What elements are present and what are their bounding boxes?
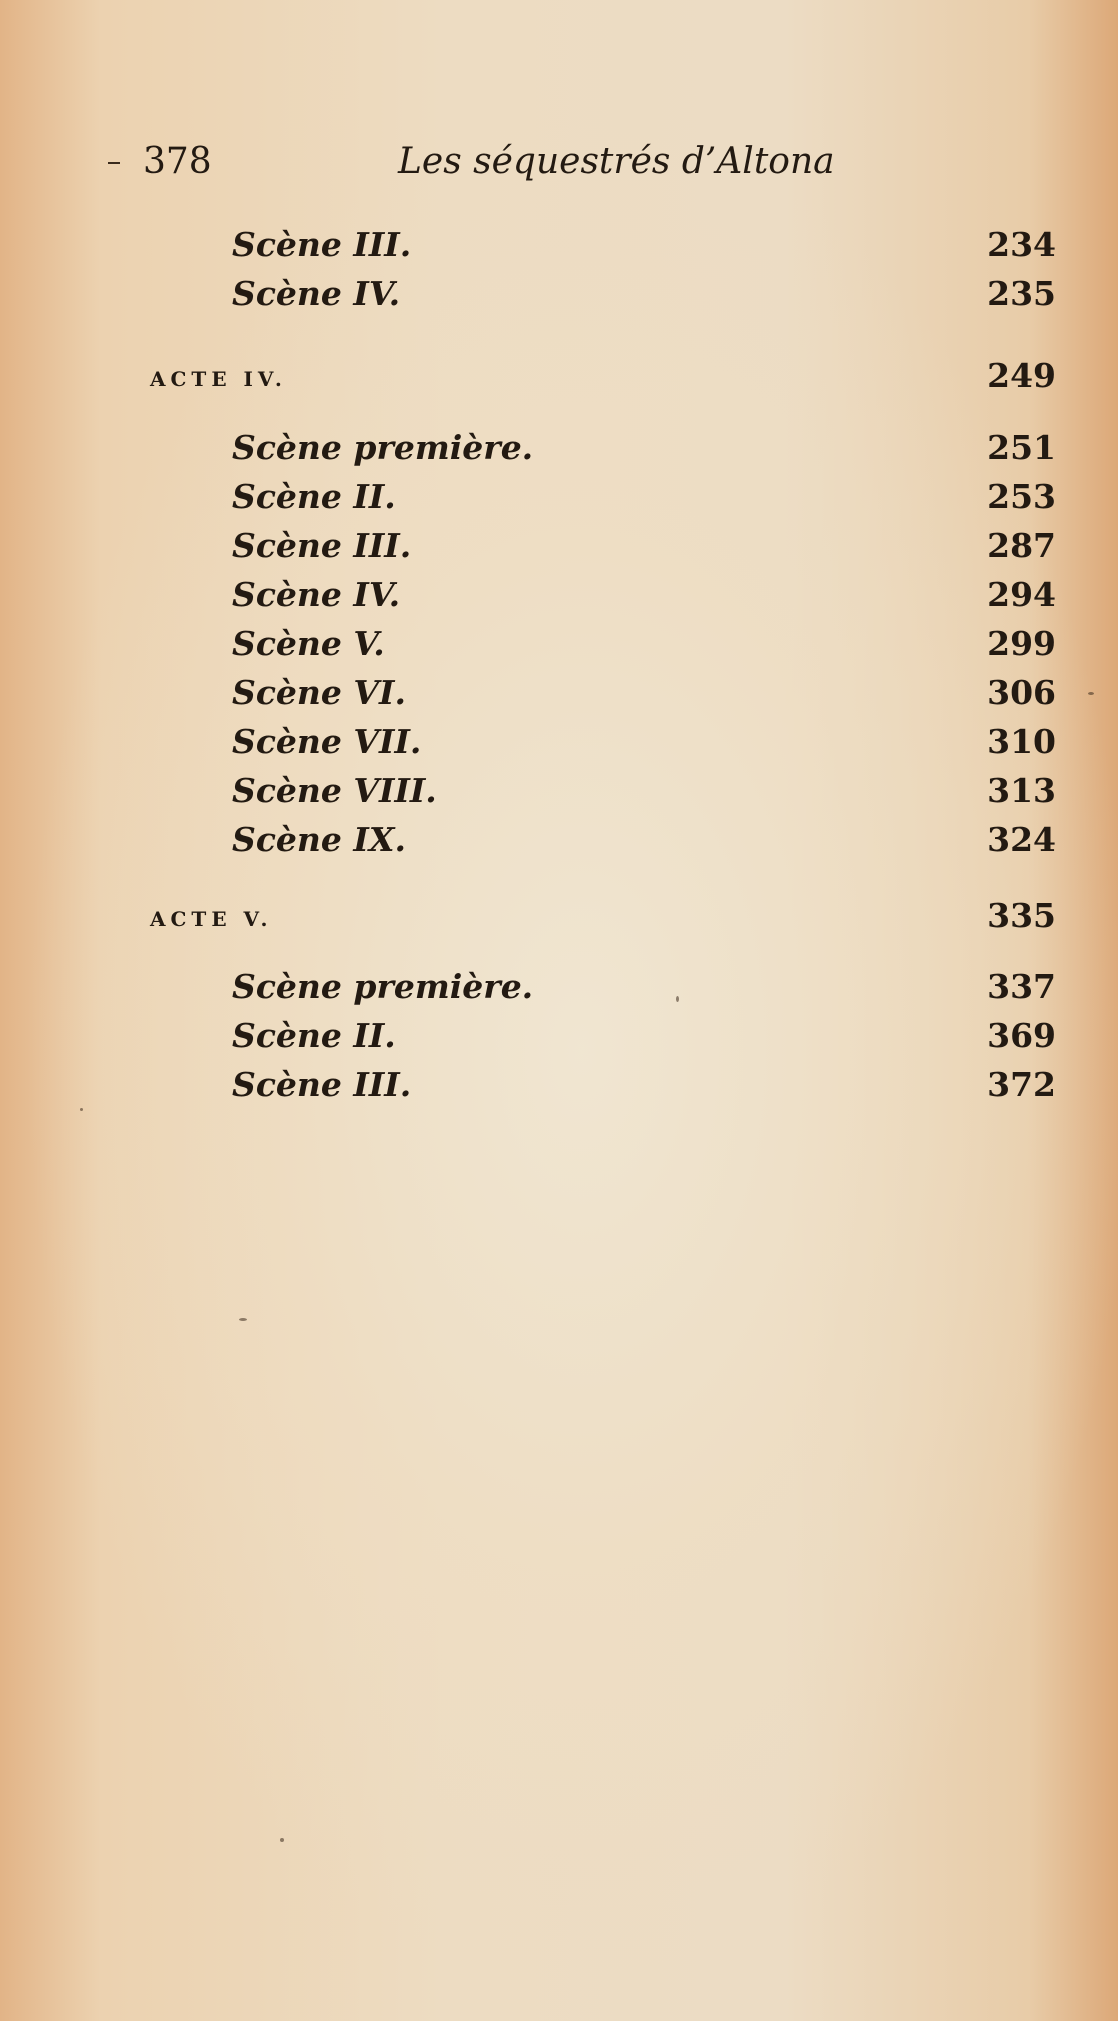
toc-entry — [0, 964, 1118, 1010]
scene-label: Scène V. — [232, 624, 385, 663]
scene-label: Scène IV. — [232, 575, 401, 614]
scene-label: Scène IV. — [232, 274, 401, 313]
book-title: Les séquestrés d’Altona — [398, 141, 835, 182]
folio-dash — [108, 162, 120, 164]
scene-label: Scène II. — [232, 1016, 396, 1055]
toc-entry — [0, 719, 1118, 765]
scene-label: Scène II. — [232, 477, 396, 516]
scene-page: 313 — [987, 771, 1056, 810]
scene-label: Scène IX. — [232, 820, 406, 859]
toc-entry — [0, 1062, 1118, 1108]
scene-page: 294 — [987, 575, 1056, 614]
scene-page: 235 — [987, 274, 1056, 313]
act-label: ACTE V. — [150, 907, 273, 931]
scene-page: 310 — [987, 722, 1056, 761]
toc-entry — [0, 523, 1118, 569]
toc-entry — [0, 621, 1118, 667]
scene-label: Scène VIII. — [232, 771, 437, 810]
scene-page: 234 — [987, 225, 1056, 264]
paper-speck — [80, 1108, 83, 1111]
scene-page: 306 — [987, 673, 1056, 712]
toc-entry — [0, 1013, 1118, 1059]
toc-entry — [0, 572, 1118, 618]
scene-page: 372 — [987, 1065, 1056, 1104]
running-head — [0, 138, 1118, 188]
page-number: 378 — [143, 141, 212, 182]
scene-page: 299 — [987, 624, 1056, 663]
toc-entry — [0, 817, 1118, 863]
scene-page: 337 — [987, 967, 1056, 1006]
paper-speck — [280, 1838, 284, 1842]
scene-label: Scène III. — [232, 225, 412, 264]
scene-label: Scène VII. — [232, 722, 422, 761]
scene-page: 251 — [987, 428, 1056, 467]
scene-page: 369 — [987, 1016, 1056, 1055]
toc-entry — [0, 271, 1118, 317]
act-page: 335 — [987, 896, 1056, 935]
paper-speck — [239, 1318, 247, 1321]
scene-page: 287 — [987, 526, 1056, 565]
scene-label: Scène III. — [232, 1065, 412, 1104]
toc-entry — [0, 768, 1118, 814]
scene-page: 324 — [987, 820, 1056, 859]
act-page: 249 — [987, 356, 1056, 395]
scene-label: Scène III. — [232, 526, 412, 565]
toc-entry — [0, 474, 1118, 520]
scene-label: Scène première. — [232, 967, 534, 1006]
toc-entry — [0, 670, 1118, 716]
toc-entry — [0, 222, 1118, 268]
scene-page: 253 — [987, 477, 1056, 516]
scene-label: Scène première. — [232, 428, 534, 467]
toc-entry — [0, 425, 1118, 471]
toc-act-entry — [0, 893, 1118, 939]
scene-label: Scène VI. — [232, 673, 406, 712]
toc-act-entry — [0, 353, 1118, 399]
act-label: ACTE IV. — [150, 367, 287, 391]
